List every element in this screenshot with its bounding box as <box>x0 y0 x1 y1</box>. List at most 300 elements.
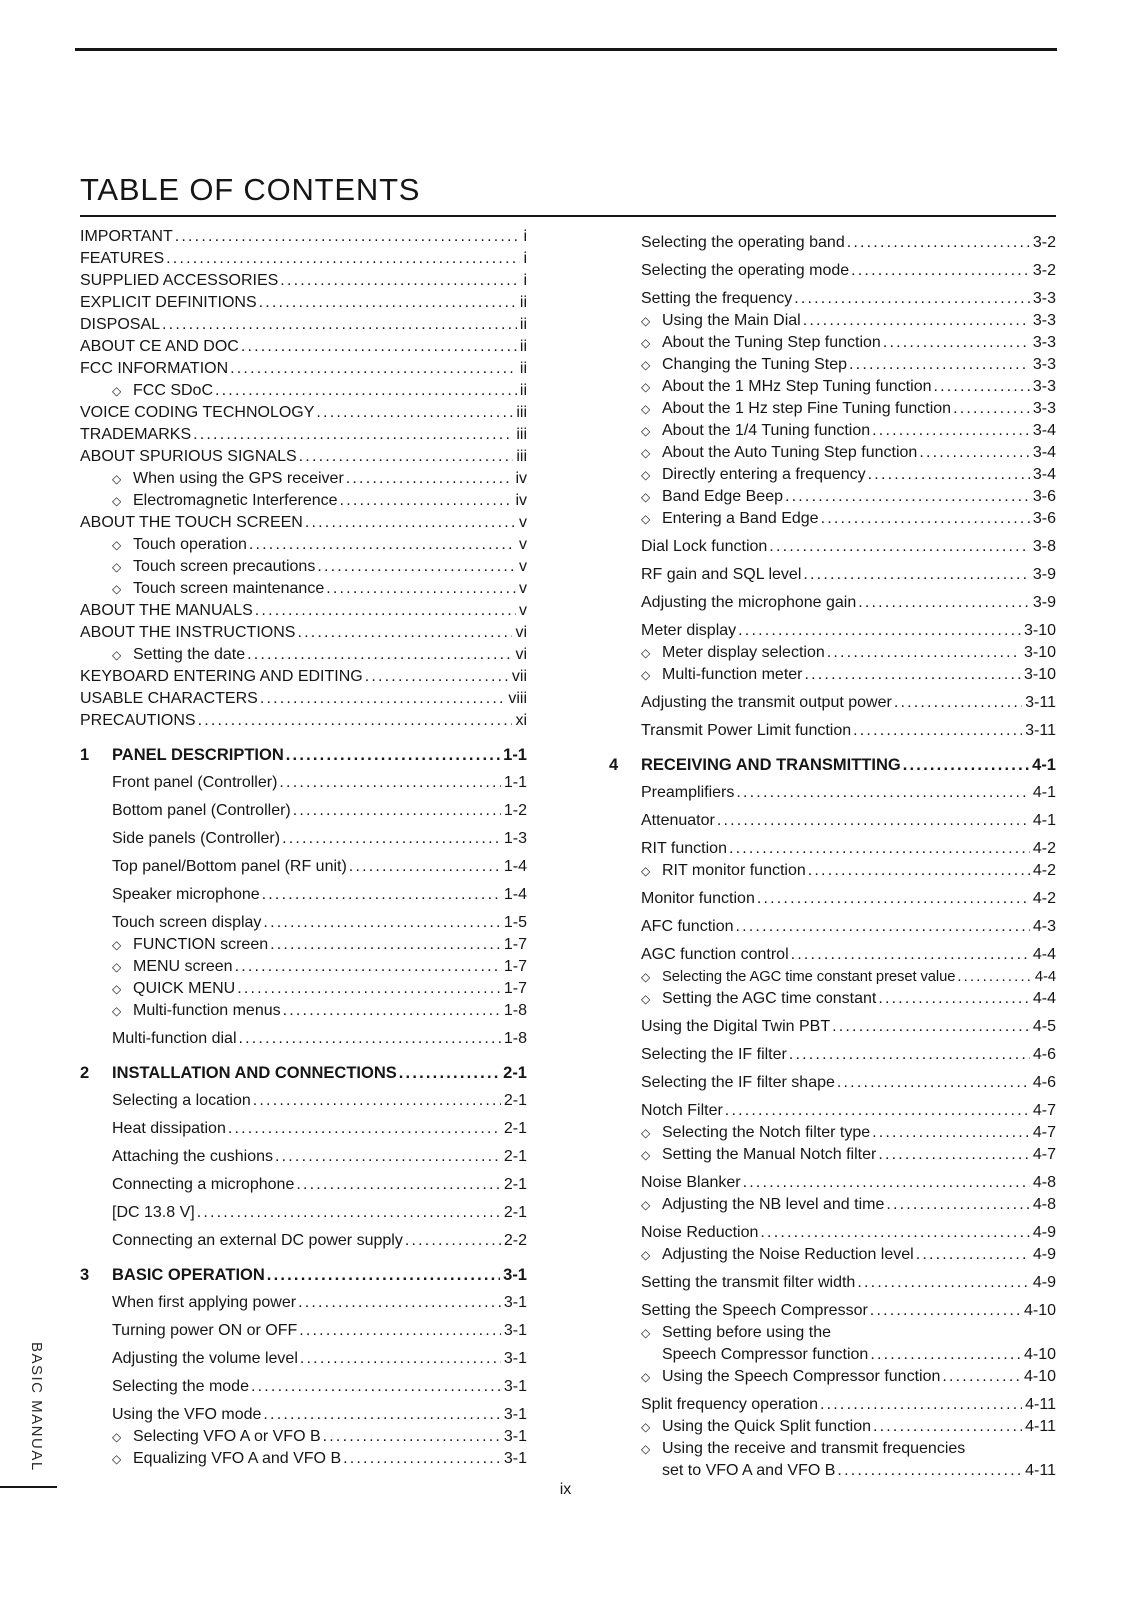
dot-leader <box>239 1028 501 1050</box>
dot-leader <box>858 592 1030 614</box>
toc-entry-page: 4-5 <box>1032 1018 1056 1035</box>
toc-entry-page: ii <box>519 338 527 355</box>
toc-entry <box>609 508 1056 530</box>
dot-leader <box>821 508 1030 530</box>
toc-entry <box>80 912 527 934</box>
toc-entry-page: 4-2 <box>1032 890 1056 907</box>
toc-entry <box>80 1320 527 1342</box>
dot-leader <box>259 292 517 314</box>
toc-section-header <box>609 754 1056 776</box>
dot-leader <box>760 1222 1029 1244</box>
toc-entry-page: 3-4 <box>1032 466 1056 483</box>
toc-entry-label: Touch screen precautions <box>133 558 316 575</box>
diamond-icon: ◇ <box>112 1004 122 1018</box>
dot-leader <box>241 336 517 358</box>
toc-entry-label: RIT function <box>641 840 727 857</box>
diamond-icon: ◇ <box>641 512 651 526</box>
toc-entry <box>609 232 1056 254</box>
toc-entry <box>609 1244 1056 1266</box>
toc-entry-label: Setting before using the <box>662 1324 832 1341</box>
toc-entry <box>609 310 1056 332</box>
toc-entry-page: 4-4 <box>1032 946 1056 963</box>
dot-leader <box>255 600 516 622</box>
sidebar-tab-label: BASIC MANUAL <box>28 1342 45 1472</box>
toc-entry-label: Split frequency operation <box>641 1396 818 1413</box>
toc-entry-label: Connecting a microphone <box>112 1176 295 1193</box>
toc-entry-label: Using the Digital Twin PBT <box>641 1018 831 1035</box>
toc-entry-label: Selecting the IF filter shape <box>641 1074 835 1091</box>
dot-leader <box>878 988 1030 1010</box>
dot-leader <box>262 884 501 906</box>
dot-leader <box>957 966 1032 988</box>
toc-entry-page: 1-7 <box>503 980 527 997</box>
dot-leader <box>365 666 509 688</box>
dot-leader <box>789 1044 1030 1066</box>
dot-leader <box>247 644 512 666</box>
diamond-icon: ◇ <box>641 336 651 350</box>
toc-entry-page: ii <box>519 360 527 377</box>
toc-entry <box>80 446 527 468</box>
toc-entry-page: 2-1 <box>503 1176 527 1193</box>
toc-entry-label: Setting the Speech Compressor <box>641 1302 868 1319</box>
toc-entry-label: Setting the AGC time constant <box>662 990 877 1007</box>
dot-leader <box>282 828 501 850</box>
toc-entry-label: [DC 13.8 V] <box>112 1204 195 1221</box>
toc-entry <box>80 1202 527 1224</box>
diamond-icon: ◇ <box>112 538 122 552</box>
dot-leader <box>883 332 1030 354</box>
toc-entry-label: SUPPLIED ACCESSORIES <box>80 272 279 289</box>
toc-entry-label: RF gain and SQL level <box>641 566 802 583</box>
page-title: TABLE OF CONTENTS <box>80 172 421 207</box>
dot-leader <box>803 564 1029 586</box>
dot-leader <box>279 772 500 794</box>
toc-entry-page: 1-1 <box>503 746 527 764</box>
diamond-icon: ◇ <box>641 1442 651 1456</box>
dot-leader <box>729 838 1030 860</box>
toc-entry-label: Directly entering a frequency <box>662 466 866 483</box>
toc-entry-label: Setting the transmit filter width <box>641 1274 856 1291</box>
toc-entry-label: Turning power ON or OFF <box>112 1322 298 1339</box>
toc-entry-page: 3-9 <box>1032 566 1056 583</box>
toc-entry-label: Noise Blanker <box>641 1174 741 1191</box>
toc-entry <box>80 884 527 906</box>
toc-entry <box>80 1028 527 1050</box>
dot-leader <box>249 534 516 556</box>
toc-entry <box>609 1366 1056 1388</box>
toc-entry <box>609 1438 1056 1482</box>
toc-entry <box>80 1404 527 1426</box>
toc-entry-page: 2-1 <box>503 1064 527 1082</box>
toc-entry-page: v <box>519 602 527 619</box>
toc-entry <box>80 248 527 270</box>
toc-entry <box>80 828 527 850</box>
dot-leader <box>260 688 506 710</box>
diamond-icon: ◇ <box>641 424 651 438</box>
dot-leader <box>847 232 1030 254</box>
toc-entry <box>609 988 1056 1010</box>
toc-entry-page: 3-3 <box>1032 356 1056 373</box>
toc-columns <box>80 226 1056 1482</box>
toc-entry-label: Top panel/Bottom panel (RF unit) <box>112 858 347 875</box>
dot-leader <box>296 1174 501 1196</box>
toc-entry-label: ABOUT THE TOUCH SCREEN <box>80 514 303 531</box>
toc-entry-label: About the 1/4 Tuning function <box>662 422 871 439</box>
dot-leader <box>175 226 521 248</box>
toc-entry-label: About the 1 MHz Step Tuning function <box>662 378 932 395</box>
toc-section-header <box>80 744 527 766</box>
diamond-icon: ◇ <box>641 1420 651 1434</box>
toc-entry-page: 4-11 <box>1025 1396 1056 1413</box>
toc-entry <box>609 592 1056 614</box>
toc-entry <box>609 1044 1056 1066</box>
toc-entry <box>609 888 1056 910</box>
dot-leader <box>769 536 1030 558</box>
toc-entry-page: i <box>523 228 527 245</box>
toc-entry-page: 3-3 <box>1032 312 1056 329</box>
toc-entry-label: Attenuator <box>641 812 715 829</box>
toc-entry <box>80 1376 527 1398</box>
dot-leader <box>878 1144 1030 1166</box>
dot-leader <box>197 1202 501 1224</box>
toc-entry <box>609 1194 1056 1216</box>
toc-entry-label: Band Edge Beep <box>662 488 783 505</box>
toc-entry-page: 3-1 <box>503 1350 527 1367</box>
toc-entry <box>80 1000 527 1022</box>
dot-leader <box>230 358 517 380</box>
toc-entry-label: Selecting the mode <box>112 1378 249 1395</box>
toc-entry-label: Transmit Power Limit function <box>641 722 852 739</box>
section-number: 2 <box>80 1064 90 1082</box>
toc-entry-page: 3-6 <box>1032 488 1056 505</box>
toc-column-right <box>609 226 1056 1482</box>
toc-entry-label: Connecting an external DC power supply <box>112 1232 403 1249</box>
toc-entry <box>80 622 527 644</box>
toc-entry-label: Touch screen maintenance <box>133 580 325 597</box>
dot-leader <box>785 486 1030 508</box>
toc-entry-label: MENU screen <box>133 958 233 975</box>
toc-entry-label: Speech Compressor function <box>662 1346 869 1363</box>
toc-entry-label: FCC SDoC <box>133 382 214 399</box>
dot-leader <box>293 800 501 822</box>
toc-entry-label: About the 1 Hz step Fine Tuning function <box>662 400 952 417</box>
toc-entry <box>80 1230 527 1252</box>
toc-entry-page: 1-3 <box>503 830 527 847</box>
toc-entry <box>609 916 1056 938</box>
diamond-icon: ◇ <box>641 864 651 878</box>
toc-entry-label: AFC function <box>641 918 734 935</box>
toc-entry-label: Equalizing VFO A and VFO B <box>133 1450 342 1467</box>
toc-entry-page: 1-2 <box>503 802 527 819</box>
dot-leader <box>251 1376 501 1398</box>
dot-leader <box>275 1146 501 1168</box>
toc-entry-page: 3-3 <box>1032 290 1056 307</box>
diamond-icon: ◇ <box>641 380 651 394</box>
toc-entry-label: Side panels (Controller) <box>112 830 281 847</box>
dot-leader <box>405 1230 501 1252</box>
toc-entry-page: 4-8 <box>1032 1196 1056 1213</box>
toc-entry-page: 4-9 <box>1032 1274 1056 1291</box>
dot-leader <box>942 1366 1021 1388</box>
toc-entry-page: vii <box>511 668 527 685</box>
toc-entry-page: 1-8 <box>503 1002 527 1019</box>
toc-entry-page: 4-7 <box>1032 1124 1056 1141</box>
diamond-icon: ◇ <box>641 668 651 682</box>
toc-entry-page: 4-6 <box>1032 1074 1056 1091</box>
toc-entry-label: Selecting the operating band <box>641 234 845 251</box>
toc-entry-page: 2-2 <box>503 1232 527 1249</box>
dot-leader <box>343 1448 501 1470</box>
toc-entry-page: 4-10 <box>1023 1346 1056 1363</box>
toc-entry-label: Using the Main Dial <box>662 312 801 329</box>
toc-entry <box>609 944 1056 966</box>
toc-entry-label: ABOUT THE MANUALS <box>80 602 253 619</box>
dot-leader <box>832 1016 1030 1038</box>
toc-entry-label: Entering a Band Edge <box>662 510 819 527</box>
toc-entry-page: 3-1 <box>503 1322 527 1339</box>
toc-entry-label: IMPORTANT <box>80 228 173 245</box>
toc-entry-label: Setting the frequency <box>641 290 793 307</box>
toc-entry-label: Heat dissipation <box>112 1120 226 1137</box>
toc-entry-page: iv <box>515 492 527 509</box>
toc-entry-label: Speaker microphone <box>112 886 260 903</box>
dot-leader <box>267 1264 500 1286</box>
dot-leader <box>870 1300 1021 1322</box>
toc-entry-page: iii <box>516 448 527 465</box>
toc-entry <box>609 376 1056 398</box>
dot-leader <box>280 270 520 292</box>
toc-entry-page: vi <box>515 624 527 641</box>
toc-entry-page: 4-2 <box>1032 862 1056 879</box>
dot-leader <box>903 754 1029 776</box>
toc-entry-page: 2-1 <box>503 1120 527 1137</box>
toc-entry-page: 1-4 <box>503 858 527 875</box>
toc-entry-label: Changing the Tuning Step <box>662 356 848 373</box>
diamond-icon: ◇ <box>641 646 651 660</box>
toc-entry <box>80 490 527 512</box>
toc-entry-label: When using the GPS receiver <box>133 470 344 487</box>
top-rule <box>75 48 1057 51</box>
toc-entry-label: QUICK MENU <box>133 980 236 997</box>
toc-entry-label: RECEIVING AND TRANSMITTING <box>641 756 901 774</box>
dot-leader <box>853 720 1022 742</box>
toc-entry-page: iii <box>516 426 527 443</box>
diamond-icon: ◇ <box>641 1248 651 1262</box>
toc-entry <box>80 772 527 794</box>
toc-entry <box>609 1222 1056 1244</box>
toc-entry-page: iii <box>516 404 527 421</box>
diamond-icon: ◇ <box>112 384 122 398</box>
toc-entry-page: ii <box>519 294 527 311</box>
toc-entry-label: About the Auto Tuning Step function <box>662 444 918 461</box>
toc-section-header <box>80 1062 527 1084</box>
toc-entry <box>80 666 527 688</box>
toc-entry-label: Setting the Manual Notch filter <box>662 1146 877 1163</box>
dot-leader <box>166 248 520 270</box>
toc-entry-label: Selecting the AGC time constant preset value <box>662 969 956 985</box>
toc-entry-page: 3-10 <box>1023 666 1056 683</box>
toc-entry <box>609 420 1056 442</box>
toc-entry-label: Notch Filter <box>641 1102 723 1119</box>
dot-leader <box>317 556 516 578</box>
dot-leader <box>916 1244 1030 1266</box>
toc-entry-label: VOICE CODING TECHNOLOGY <box>80 404 315 421</box>
toc-entry <box>80 1118 527 1140</box>
toc-entry <box>609 1272 1056 1294</box>
toc-entry <box>609 1122 1056 1144</box>
toc-entry-label: TRADEMARKS <box>80 426 192 443</box>
toc-entry-label: Adjusting the NB level and time <box>662 1196 885 1213</box>
dot-leader <box>868 464 1030 486</box>
toc-entry <box>80 956 527 978</box>
toc-entry-page: 3-1 <box>503 1378 527 1395</box>
toc-entry-page: vi <box>515 646 527 663</box>
diamond-icon: ◇ <box>641 1370 651 1384</box>
toc-entry <box>80 226 527 248</box>
dot-leader <box>297 622 512 644</box>
toc-entry <box>609 288 1056 310</box>
dot-leader <box>736 782 1030 804</box>
toc-entry-page: v <box>519 580 527 597</box>
toc-entry-label: Front panel (Controller) <box>112 774 278 791</box>
toc-entry-page: 3-4 <box>1032 444 1056 461</box>
toc-entry-page: 1-1 <box>503 774 527 791</box>
dot-leader <box>725 1100 1030 1122</box>
diamond-icon: ◇ <box>641 468 651 482</box>
toc-entry-label: EXPLICIT DEFINITIONS <box>80 294 257 311</box>
toc-entry <box>609 810 1056 832</box>
dot-leader <box>851 260 1030 282</box>
toc-entry-label: set to VFO A and VFO B <box>662 1462 836 1479</box>
dot-leader <box>237 978 501 1000</box>
toc-entry-label: About the Tuning Step function <box>662 334 881 351</box>
toc-entry-label: Adjusting the transmit output power <box>641 694 892 711</box>
toc-entry-page: 4-10 <box>1023 1302 1056 1319</box>
toc-entry-page: 3-2 <box>1032 234 1056 251</box>
toc-entry-line1 <box>641 1438 1056 1460</box>
toc-entry <box>609 860 1056 882</box>
toc-entry-page: 4-9 <box>1032 1246 1056 1263</box>
dot-leader <box>263 1404 500 1426</box>
toc-entry <box>80 1292 527 1314</box>
diamond-icon: ◇ <box>641 992 651 1006</box>
toc-entry-page: xi <box>515 712 527 729</box>
toc-entry-page: 4-9 <box>1032 1224 1056 1241</box>
toc-entry-page: 4-4 <box>1032 990 1056 1007</box>
dot-leader <box>253 1090 501 1112</box>
toc-entry-label: Selecting the Notch filter type <box>662 1124 871 1141</box>
toc-entry-page: 1-8 <box>503 1030 527 1047</box>
toc-section-header <box>80 1264 527 1286</box>
page-number: ix <box>559 1481 572 1498</box>
toc-entry <box>609 442 1056 464</box>
toc-entry-page: v <box>519 558 527 575</box>
toc-entry-page: 4-8 <box>1032 1174 1056 1191</box>
toc-entry-label: PANEL DESCRIPTION <box>112 746 284 764</box>
dot-leader <box>316 402 513 424</box>
toc-entry-page: 4-2 <box>1032 840 1056 857</box>
toc-entry <box>80 380 527 402</box>
diamond-icon: ◇ <box>641 314 651 328</box>
diamond-icon: ◇ <box>112 938 122 952</box>
toc-entry <box>80 358 527 380</box>
dot-leader <box>872 1122 1030 1144</box>
dot-leader <box>305 512 516 534</box>
dot-leader <box>298 1292 501 1314</box>
toc-entry-page: 4-10 <box>1023 1368 1056 1385</box>
dot-leader <box>263 912 500 934</box>
toc-entry-page: 4-1 <box>1032 812 1056 829</box>
toc-entry-page: 3-1 <box>503 1266 527 1284</box>
toc-entry-page: iv <box>515 470 527 487</box>
dot-leader <box>346 468 513 490</box>
dot-leader <box>738 620 1021 642</box>
toc-entry <box>80 424 527 446</box>
dot-leader <box>837 1460 1022 1482</box>
toc-entry-page: 4-1 <box>1032 756 1056 774</box>
title-rule <box>80 215 1056 217</box>
dot-leader <box>794 288 1030 310</box>
toc-entry <box>609 332 1056 354</box>
toc-entry-page: 4-6 <box>1032 1046 1056 1063</box>
toc-column-left <box>80 226 527 1482</box>
toc-entry <box>80 978 527 1000</box>
dot-leader <box>399 1062 500 1084</box>
dot-leader <box>934 376 1030 398</box>
toc-entry <box>80 556 527 578</box>
toc-entry-page: 4-7 <box>1032 1102 1056 1119</box>
toc-entry <box>80 314 527 336</box>
toc-entry-label: Selecting a location <box>112 1092 251 1109</box>
toc-entry-page: v <box>519 514 527 531</box>
toc-entry-label: Adjusting the volume level <box>112 1350 298 1367</box>
toc-entry-page: 3-11 <box>1025 722 1056 739</box>
toc-entry <box>80 600 527 622</box>
dot-leader <box>717 810 1030 832</box>
diamond-icon: ◇ <box>641 1326 651 1340</box>
diamond-icon: ◇ <box>641 1148 651 1162</box>
toc-entry <box>80 468 527 490</box>
toc-entry <box>609 1300 1056 1322</box>
toc-entry-label: ABOUT THE INSTRUCTIONS <box>80 624 296 641</box>
toc-entry <box>609 1416 1056 1438</box>
toc-entry-page: 2-1 <box>503 1092 527 1109</box>
toc-entry-label: AGC function control <box>641 946 789 963</box>
toc-entry <box>609 692 1056 714</box>
toc-entry-page: viii <box>508 690 527 707</box>
toc-entry-page: 4-11 <box>1025 1462 1056 1479</box>
toc-entry-page: 3-10 <box>1023 644 1056 661</box>
toc-entry <box>80 800 527 822</box>
dot-leader <box>193 424 513 446</box>
toc-entry <box>80 336 527 358</box>
toc-entry <box>80 856 527 878</box>
toc-entry-label: BASIC OPERATION <box>112 1266 265 1284</box>
dot-leader <box>805 664 1021 686</box>
dot-leader <box>870 1344 1021 1366</box>
toc-entry-label: Using the receive and transmit frequencies <box>662 1440 966 1457</box>
diamond-icon: ◇ <box>641 446 651 460</box>
toc-entry <box>609 782 1056 804</box>
toc-entry-page: 1-7 <box>503 958 527 975</box>
toc-entry-page: 3-1 <box>503 1450 527 1467</box>
toc-entry-page: 3-3 <box>1032 334 1056 351</box>
toc-entry <box>609 260 1056 282</box>
section-number: 3 <box>80 1266 90 1284</box>
toc-entry-label: Dial Lock function <box>641 538 768 555</box>
toc-entry <box>80 1426 527 1448</box>
toc-entry-page: 2-1 <box>503 1148 527 1165</box>
